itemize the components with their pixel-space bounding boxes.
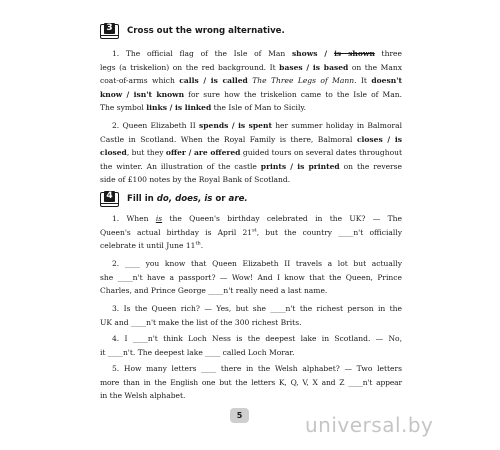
example-answer: is: [155, 214, 163, 223]
task-3-header: [100, 22, 285, 40]
task-instruction: Cross out the wrong alternative.: [127, 26, 285, 36]
book-icon: [100, 22, 120, 40]
task-number: 3: [104, 23, 115, 34]
task-4-question-5: 5. How many letters ____ there in the Welsh alphabet? — Two letters more than in the English one but the letters K, Q, V, X and Z ____n't appear in the Welsh alphabet.: [100, 364, 402, 401]
task-4-question-1: 1. When is the Queen's birthday celebrated in the UK? — The Queen's actual birthday is April 21st, but the country ____n't officially celebrate it until June 11th.: [100, 214, 403, 251]
task-4-question-2: 2. ____ you know that Queen Elizabeth II travels a lot but actually she ____n't have a passport? — Wow! And I know that the Queen, Prince Charles, and Prince George ____n't really need a last name.: [100, 259, 402, 296]
task-4-header: [100, 190, 248, 208]
task-3-paragraph-2: 2. Queen Elizabeth II spends / is spent her summer holiday in Balmoral Castle in Scotland. When the Royal Family is there, Balmoral closes / is closed, but they offer / are offered guided tours on several dates throughout the winter. An illustration of the castle prints / is printed on the reverse side of £100 notes by the Royal Bank of Scotland.: [100, 121, 403, 185]
task-4-question-3: 3. Is the Queen rich? — Yes, but she ____n't the richest person in the UK and ____n't make the list of the 300 richest Brits.: [100, 304, 402, 327]
task-instruction: Fill in do, does, is or are.: [127, 194, 248, 204]
watermark: universal.by: [305, 413, 434, 437]
page-number: 5: [230, 408, 249, 423]
task-4-question-4: 4. I ____n't think Loch Ness is the deepest lake in Scotland. — No, it ____n't. The deepest lake ____ called Loch Morar.: [100, 334, 402, 357]
book-icon: [100, 190, 120, 208]
task-number: 4: [104, 191, 115, 202]
task-3-paragraph-1: 1. The official flag of the Isle of Man shows / is shown three legs (a triskelion) on the red background. It bases / is based on the Manx coat-of-arms which calls / is called The Three Legs of Mann. It doesn't know / isn't known for sure how the triskelion came to the Isle of Man. The symbol links / is linked the Isle of Man to Sicily.: [100, 49, 403, 113]
